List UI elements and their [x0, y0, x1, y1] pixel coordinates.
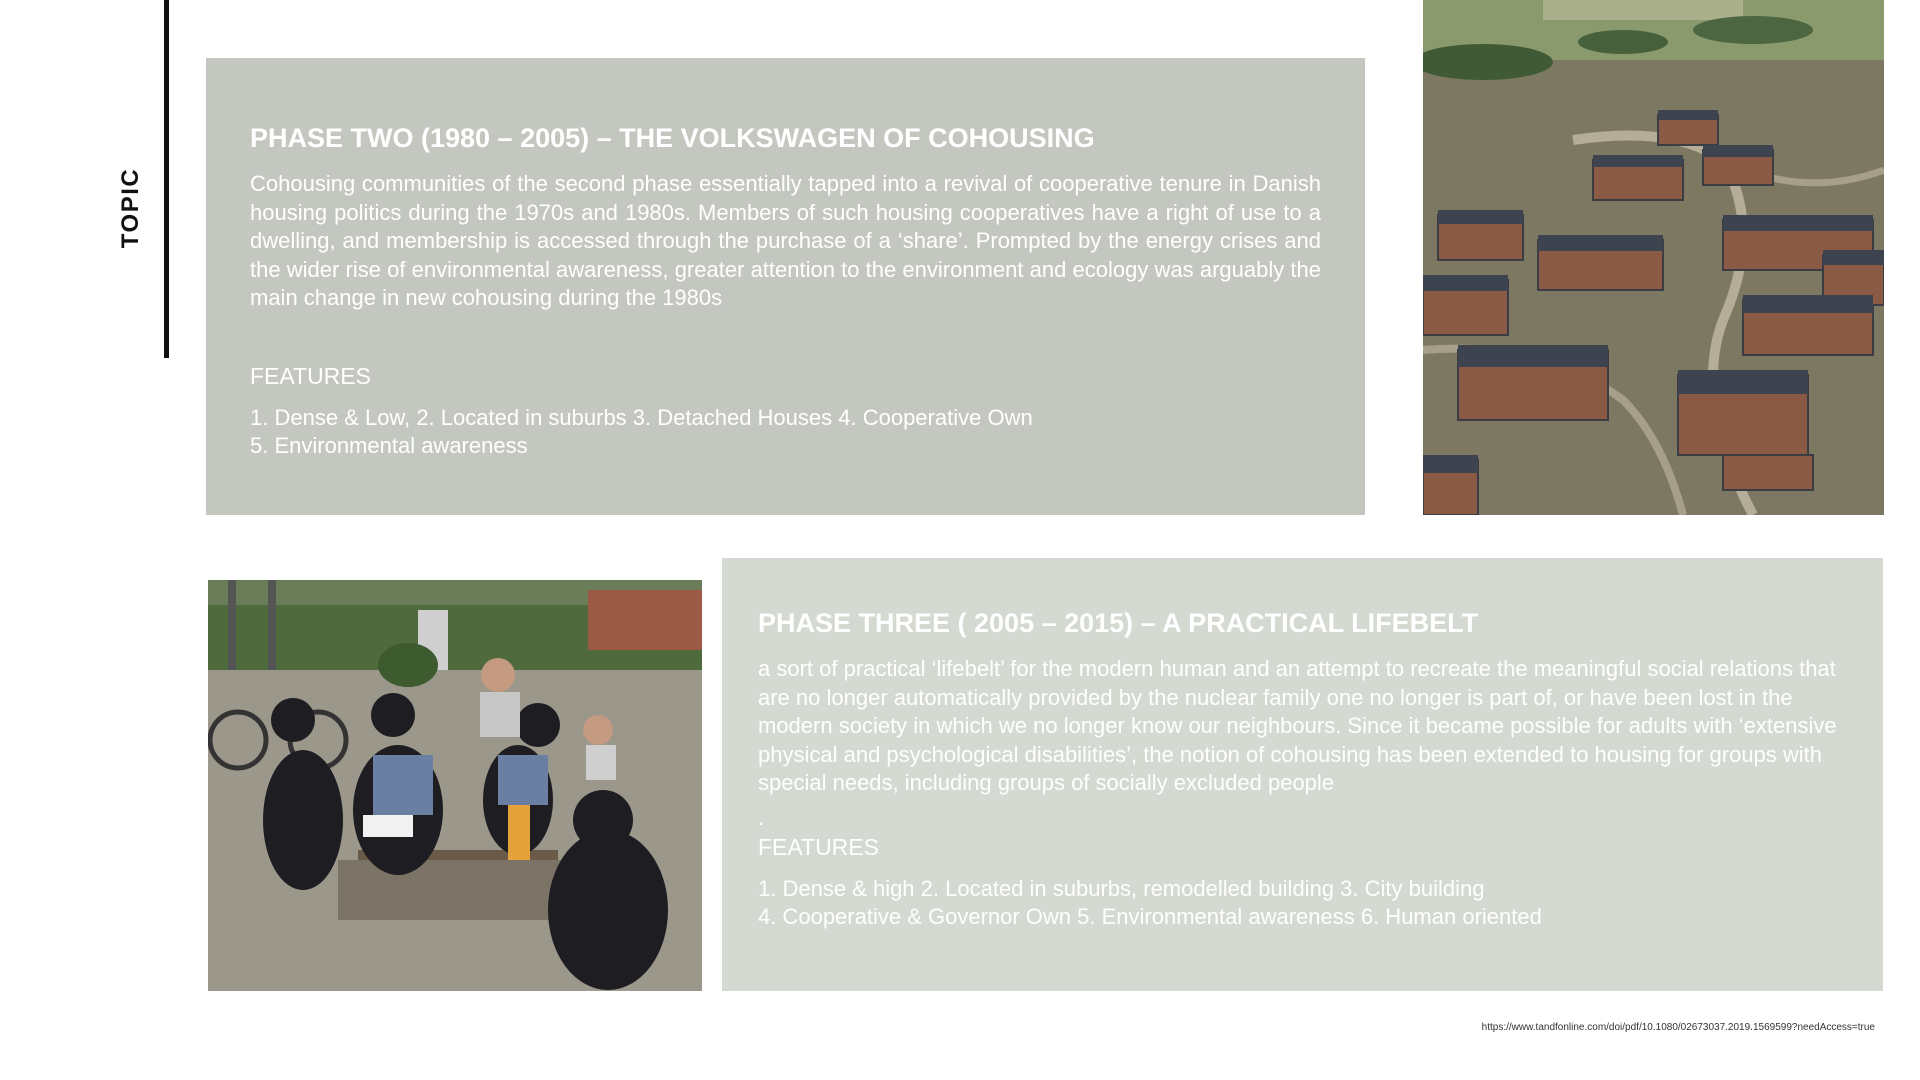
phase-three-title: PHASE THREE ( 2005 – 2015) – A PRACTICAL LIFEBELT	[758, 608, 1479, 638]
phase-two-title: PHASE TWO (1980 – 2005) – THE VOLKSWAGEN OF COHOUSING	[250, 123, 1095, 153]
phase-two-features-line-1: 1. Dense & Low, 2. Located in suburbs 3. Detached Houses 4. Cooperative Own	[250, 404, 1033, 430]
topic-divider-rule	[164, 0, 169, 358]
residents-gathering-photo	[208, 580, 702, 991]
phase-three-features-line-2: 4. Cooperative & Governor Own 5. Environmental awareness 6. Human oriented	[758, 904, 1542, 929]
phase-two-features-line-2: 5. Environmental awareness	[250, 433, 528, 458]
phase-three-description: a sort of practical ‘lifebelt’ for the modern human and an attempt to recreate the meaningful social relations that are no longer automatically provided by the nuclear family one no longer is part of, or have been lost in the modern society in which we no longer know our neighbours. Since it became possible for adults with ‘extensive physical and psychological disabilities’, the notion of cohousing has been extended to housing for groups with special needs, including groups of socially excluded people	[758, 656, 1837, 795]
phase-two-features-heading: FEATURES	[250, 362, 371, 389]
phase-three-features-heading: FEATURES	[758, 833, 879, 860]
phase-two-description: Cohousing communities of the second phase essentially tapped into a revival of cooperative tenure in Danish housing politics during the 1970s and 1980s. Members of such housing cooperatives have a right of use to a dwelling, and membership is accessed through the purchase of a ‘share’. Prompted by the energy crises and the wider rise of environmental awareness, greater attention to the environment and ecology was arguably the main change in new cohousing during the 1980s	[250, 171, 1321, 310]
phase-three-features-line-1: 1. Dense & high 2. Located in suburbs, remodelled building 3. City building	[758, 875, 1485, 901]
phase-three-trailing-dot: .	[758, 804, 765, 830]
topic-label: TOPIC	[117, 167, 144, 249]
phase-three-panel	[722, 558, 1883, 991]
source-citation-url: https://www.tandfonline.com/doi/pdf/10.1080/02673037.2019.1569599?needAccess=true	[1481, 1022, 1875, 1033]
aerial-cohousing-photo	[1423, 0, 1884, 515]
phase-two-panel	[206, 58, 1365, 515]
